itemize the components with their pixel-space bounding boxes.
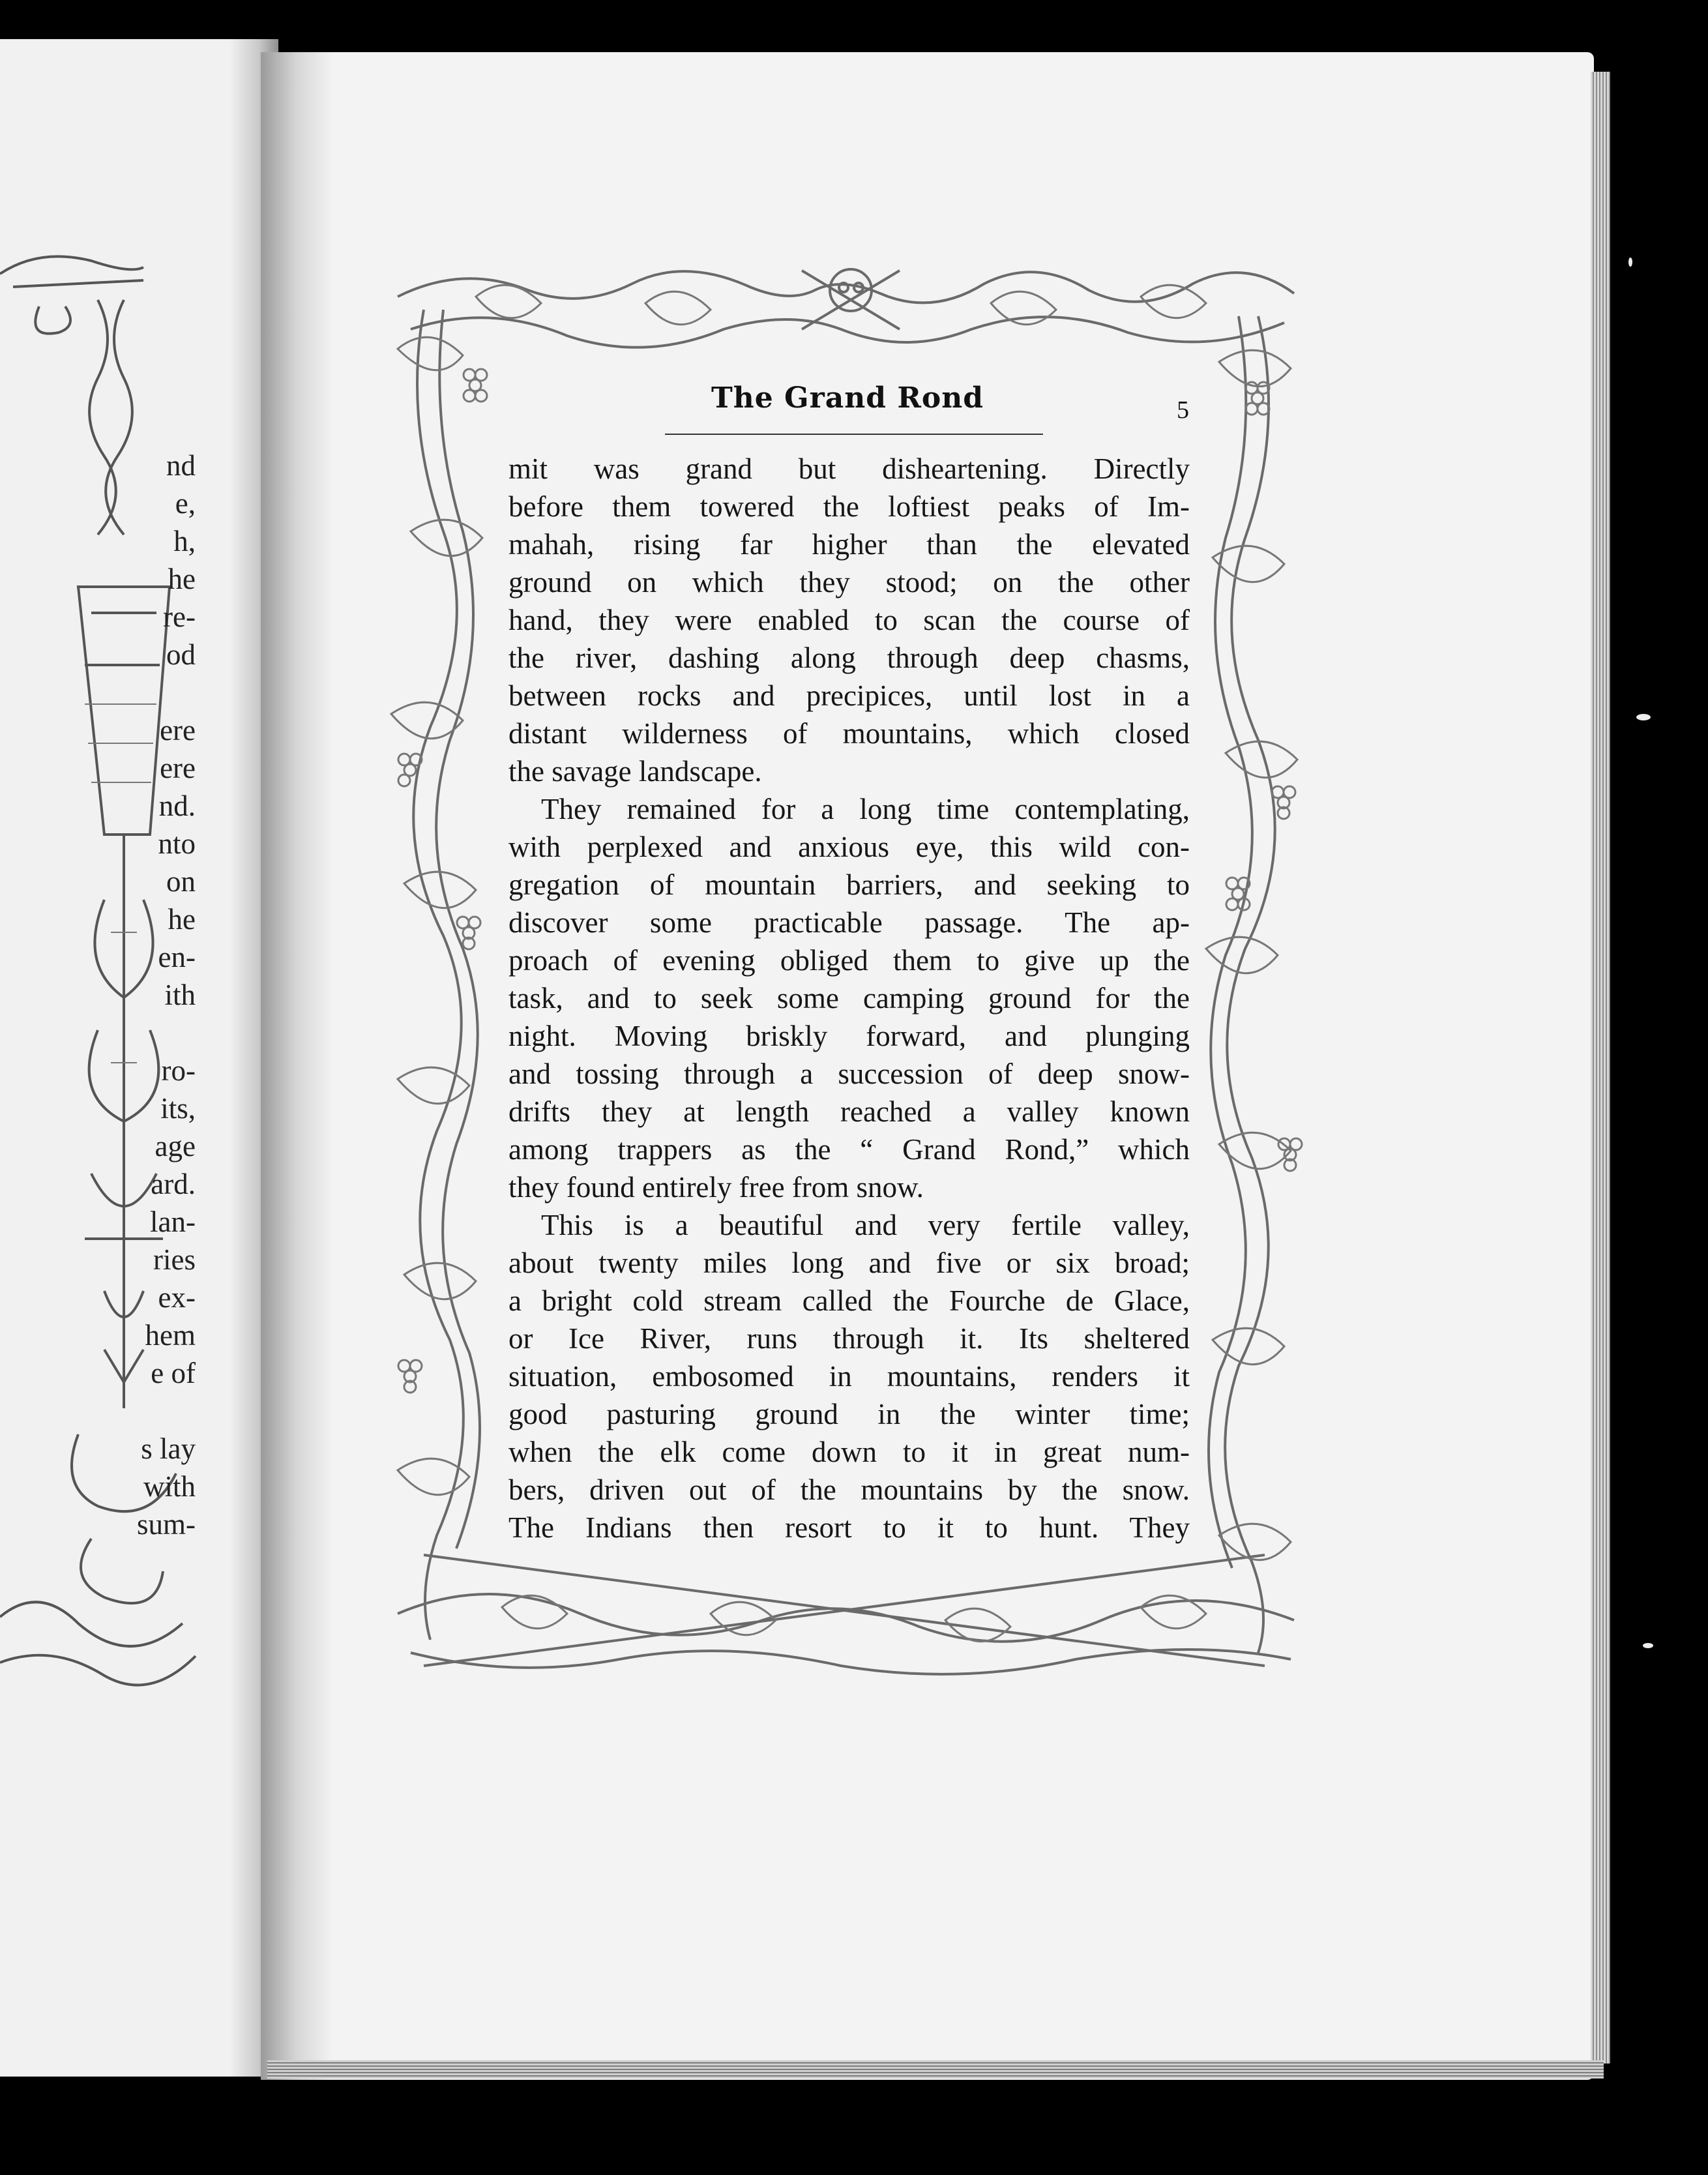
facing-line: its, (160, 1092, 196, 1125)
text-line: the savage landscape. (508, 755, 762, 788)
text-line: distant wilderness of mountains, which closed (508, 717, 1190, 750)
facing-line: od (166, 638, 196, 671)
dust-speck (1643, 1643, 1653, 1648)
text-line: a bright cold stream called the Fourche de Glace, (508, 1284, 1190, 1317)
page-edges-bottom (267, 2060, 1604, 2079)
facing-line: he (168, 903, 196, 936)
facing-line: sum- (137, 1508, 196, 1541)
gutter-shadow (261, 52, 332, 2080)
body-text (508, 450, 1190, 1546)
facing-line: lan- (150, 1206, 196, 1238)
text-line: drifts they at length reached a valley known (508, 1095, 1190, 1128)
facing-line: ex- (158, 1281, 196, 1314)
facing-line: age (155, 1130, 196, 1162)
dust-speck (1628, 258, 1632, 267)
text-line: hand, they were enabled to scan the course of (508, 604, 1190, 636)
text-line: when the elk come down to it in great num- (508, 1436, 1190, 1468)
facing-line: on (166, 865, 196, 898)
text-line: with perplexed and anxious eye, this wild con- (508, 831, 1190, 863)
text-line: They remained for a long time contemplating, (541, 793, 1190, 825)
facing-line: nd. (158, 790, 196, 822)
text-line: between rocks and precipices, until lost in a (508, 679, 1190, 712)
text-line: situation, embosomed in mountains, renders it (508, 1360, 1190, 1393)
text-line: mit was grand but disheartening. Directly (508, 452, 1190, 485)
text-line: about twenty miles long and five or six broad; (508, 1247, 1190, 1279)
facing-line: ro- (161, 1054, 196, 1087)
text-line: proach of evening obliged them to give up the (508, 944, 1190, 977)
dust-speck (1636, 714, 1651, 720)
text-line: they found entirely free from snow. (508, 1171, 924, 1204)
facing-line: e of (151, 1357, 196, 1389)
facing-line: ere (160, 714, 196, 747)
facing-line: ere (160, 752, 196, 784)
page-edges-right (1591, 72, 1610, 2064)
facing-line: ries (153, 1243, 196, 1276)
facing-line: ard. (151, 1168, 196, 1200)
text-line: task, and to seek some camping ground for the (508, 982, 1190, 1014)
facing-line: en- (158, 941, 196, 973)
facing-line: s lay (141, 1432, 196, 1465)
text-line: The Indians then resort to it to hunt. They (508, 1511, 1190, 1544)
facing-line: he (168, 563, 196, 595)
text-line: This is a beautiful and very fertile valley, (541, 1209, 1190, 1241)
facing-line: e, (175, 487, 196, 520)
facing-line: ith (164, 979, 196, 1011)
text-line: gregation of mountain barriers, and seeking to (508, 868, 1190, 901)
facing-line: nd (166, 449, 196, 482)
facing-line: h, (173, 525, 196, 557)
text-line: the river, dashing along through deep chasms, (508, 642, 1190, 674)
text-line: good pasturing ground in the winter time; (508, 1398, 1190, 1430)
running-head-rule (665, 434, 1043, 435)
text-line: before them towered the loftiest peaks of Im- (508, 490, 1190, 523)
text-line: mahah, rising far higher than the elevated (508, 528, 1190, 561)
text-line: bers, driven out of the mountains by the snow. (508, 1473, 1190, 1506)
page-number: 5 (1177, 396, 1189, 424)
facing-line: nto (158, 827, 196, 860)
facing-line: re- (163, 600, 196, 633)
text-line: or Ice River, runs through it. Its sheltered (508, 1322, 1190, 1355)
text-line: discover some practicable passage. The ap- (508, 906, 1190, 939)
text-line: night. Moving briskly forward, and plunging (508, 1020, 1190, 1052)
text-line: ground on which they stood; on the other (508, 566, 1190, 599)
text-line: among trappers as the “ Grand Rond,” which (508, 1133, 1190, 1166)
text-line: and tossing through a succession of deep snow- (508, 1058, 1190, 1090)
facing-line: with (143, 1470, 196, 1503)
facing-line: hem (145, 1319, 196, 1352)
running-head: The Grand Rond (711, 381, 984, 415)
